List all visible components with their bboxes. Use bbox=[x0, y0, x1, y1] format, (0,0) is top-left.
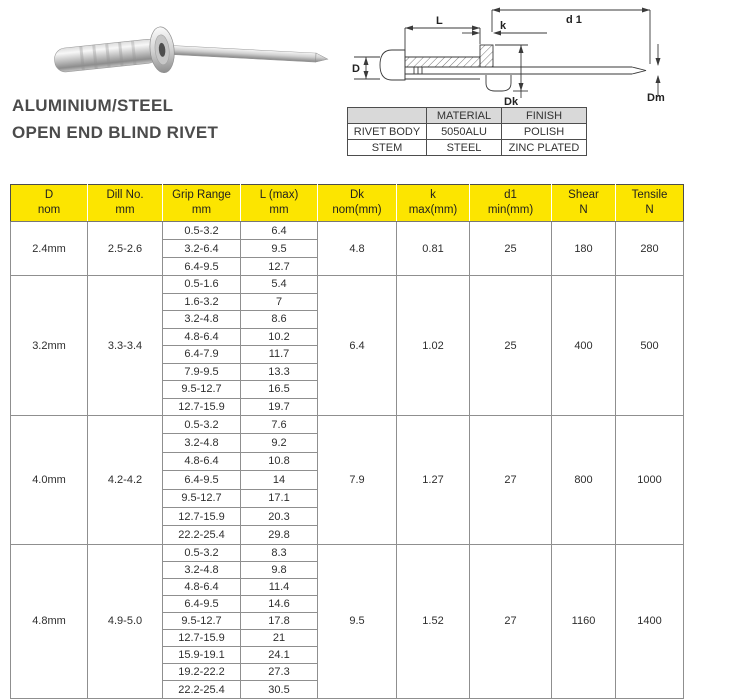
cell-l-max: 14 bbox=[241, 471, 318, 489]
spec-header-shear bbox=[552, 185, 616, 222]
cell-grip-range: 6.4-9.5 bbox=[163, 258, 241, 276]
cell-dill-no: 4.9-5.0 bbox=[88, 544, 163, 698]
cell-grip-range: 12.7-15.9 bbox=[163, 398, 241, 416]
header-line: Dill No. bbox=[106, 189, 144, 201]
cell-grip-range: 0.5-3.2 bbox=[163, 544, 241, 561]
cell-grip-range: 6.4-7.9 bbox=[163, 346, 241, 364]
cell-grip-range: 6.4-9.5 bbox=[163, 471, 241, 489]
cell-grip-range: 19.2-22.2 bbox=[163, 664, 241, 681]
cell-dill-no: 4.2-4.2 bbox=[88, 416, 163, 545]
spec-header-dill-no bbox=[88, 185, 163, 222]
header-line: Dk bbox=[349, 189, 365, 201]
header-line: L (max) bbox=[259, 189, 299, 201]
cell-l-max: 29.8 bbox=[241, 526, 318, 544]
header-line: N bbox=[645, 204, 654, 216]
spec-header-d1 bbox=[470, 185, 552, 222]
cell-l-max: 17.8 bbox=[241, 613, 318, 630]
cell-dk: 7.9 bbox=[318, 416, 397, 545]
cell-l-max: 21 bbox=[241, 630, 318, 647]
header-line: min(mm) bbox=[487, 204, 534, 216]
material-table bbox=[347, 107, 587, 156]
cell-grip-range: 4.8-6.4 bbox=[163, 578, 241, 595]
cell-dill-no: 2.5-2.6 bbox=[88, 222, 163, 276]
spec-header-grip-range bbox=[163, 185, 241, 222]
spec-table-body bbox=[11, 222, 684, 699]
spec-header-l-max bbox=[241, 185, 318, 222]
cell-shear: 800 bbox=[552, 416, 616, 545]
cell-d1: 27 bbox=[470, 416, 552, 545]
material-cell: STEEL bbox=[427, 140, 502, 156]
cell-grip-range: 12.7-15.9 bbox=[163, 507, 241, 525]
cell-l-max: 20.3 bbox=[241, 507, 318, 525]
rivet-mandrel bbox=[162, 45, 328, 63]
material-header-blank bbox=[348, 108, 427, 124]
cell-l-max: 7 bbox=[241, 293, 318, 311]
spec-header-dk bbox=[318, 185, 397, 222]
spec-header-d bbox=[11, 185, 88, 222]
material-cell: POLISH bbox=[502, 124, 587, 140]
cell-l-max: 8.6 bbox=[241, 311, 318, 329]
cell-l-max: 5.4 bbox=[241, 276, 318, 294]
material-header-finish: FINISH bbox=[502, 108, 587, 124]
cell-shear: 400 bbox=[552, 276, 616, 416]
cell-grip-range: 12.7-15.9 bbox=[163, 630, 241, 647]
header-line: nom(mm) bbox=[332, 204, 382, 216]
material-cell: ZINC PLATED bbox=[502, 140, 587, 156]
cell-grip-range: 0.5-3.2 bbox=[163, 222, 241, 240]
cell-k: 1.02 bbox=[397, 276, 470, 416]
cell-dk: 6.4 bbox=[318, 276, 397, 416]
material-cell: 5050ALU bbox=[427, 124, 502, 140]
cell-grip-range: 7.9-9.5 bbox=[163, 363, 241, 381]
header-line: mm bbox=[191, 204, 212, 216]
cell-l-max: 8.3 bbox=[241, 544, 318, 561]
table-row bbox=[11, 416, 684, 434]
product-title-line1: ALUMINIUM/STEEL bbox=[12, 96, 174, 115]
cell-l-max: 6.4 bbox=[241, 222, 318, 240]
cell-grip-range: 4.8-6.4 bbox=[163, 328, 241, 346]
dim-label-Dm: Dm bbox=[647, 92, 665, 104]
cell-k: 0.81 bbox=[397, 222, 470, 276]
cell-l-max: 10.8 bbox=[241, 452, 318, 470]
cell-k: 1.27 bbox=[397, 416, 470, 545]
header-line: max(mm) bbox=[408, 204, 458, 216]
cell-dill-no: 3.3-3.4 bbox=[88, 276, 163, 416]
dim-label-D: D bbox=[352, 63, 360, 75]
header-line: mm bbox=[115, 204, 135, 216]
table-row bbox=[11, 544, 684, 561]
cell-d1: 25 bbox=[470, 276, 552, 416]
cell-grip-range: 22.2-25.4 bbox=[163, 681, 241, 698]
header-line: d1 bbox=[504, 189, 517, 201]
header-line: Tensile bbox=[631, 189, 668, 201]
cell-grip-range: 9.5-12.7 bbox=[163, 381, 241, 399]
cell-l-max: 11.7 bbox=[241, 346, 318, 364]
cell-grip-range: 3.2-4.8 bbox=[163, 434, 241, 452]
material-row-stem bbox=[348, 140, 587, 156]
header-line: nom bbox=[37, 204, 61, 216]
cell-grip-range: 0.5-1.6 bbox=[163, 276, 241, 294]
cell-d-nom: 3.2mm bbox=[11, 276, 88, 416]
cell-l-max: 27.3 bbox=[241, 664, 318, 681]
cell-k: 1.52 bbox=[397, 544, 470, 698]
cell-l-max: 17.1 bbox=[241, 489, 318, 507]
cell-shear: 1160 bbox=[552, 544, 616, 698]
header-line: Grip Range bbox=[172, 189, 231, 201]
product-title bbox=[12, 92, 218, 146]
cell-grip-range: 9.5-12.7 bbox=[163, 613, 241, 630]
cell-tensile: 1400 bbox=[616, 544, 684, 698]
material-header-row bbox=[348, 108, 587, 124]
cell-l-max: 11.4 bbox=[241, 578, 318, 595]
material-row-rivet-body bbox=[348, 124, 587, 140]
spec-table bbox=[10, 184, 684, 699]
cell-l-max: 12.7 bbox=[241, 258, 318, 276]
cell-grip-range: 0.5-3.2 bbox=[163, 416, 241, 434]
cell-l-max: 9.5 bbox=[241, 240, 318, 258]
cell-grip-range: 3.2-4.8 bbox=[163, 561, 241, 578]
cell-l-max: 24.1 bbox=[241, 647, 318, 664]
material-header-material: MATERIAL bbox=[427, 108, 502, 124]
header-line: mm bbox=[269, 204, 289, 216]
cell-grip-range: 6.4-9.5 bbox=[163, 596, 241, 613]
dim-label-k: k bbox=[500, 20, 507, 32]
cell-l-max: 9.8 bbox=[241, 561, 318, 578]
dimension-arrowheads bbox=[364, 8, 661, 92]
cell-d-nom: 4.0mm bbox=[11, 416, 88, 545]
table-row bbox=[11, 222, 684, 240]
header-line: k bbox=[430, 189, 436, 201]
header-line: N bbox=[579, 204, 588, 216]
cell-grip-range: 4.8-6.4 bbox=[163, 452, 241, 470]
cell-l-max: 14.6 bbox=[241, 596, 318, 613]
material-cell: RIVET BODY bbox=[348, 124, 427, 140]
material-cell: STEM bbox=[348, 140, 427, 156]
dim-label-L: L bbox=[436, 15, 443, 27]
header-line: D bbox=[44, 189, 54, 201]
cell-grip-range: 15.9-19.1 bbox=[163, 647, 241, 664]
cell-d-nom: 4.8mm bbox=[11, 544, 88, 698]
rivet-photo bbox=[38, 16, 330, 94]
cell-dk: 9.5 bbox=[318, 544, 397, 698]
rivet-flange bbox=[148, 26, 177, 74]
cell-d-nom: 2.4mm bbox=[11, 222, 88, 276]
cell-l-max: 7.6 bbox=[241, 416, 318, 434]
cell-dk: 4.8 bbox=[318, 222, 397, 276]
cell-tensile: 1000 bbox=[616, 416, 684, 545]
cell-d1: 27 bbox=[470, 544, 552, 698]
cell-tensile: 280 bbox=[616, 222, 684, 276]
spec-header-row bbox=[11, 185, 684, 222]
cell-l-max: 10.2 bbox=[241, 328, 318, 346]
header-line: Shear bbox=[568, 189, 599, 201]
cell-grip-range: 1.6-3.2 bbox=[163, 293, 241, 311]
cell-grip-range: 22.2-25.4 bbox=[163, 526, 241, 544]
cell-d1: 25 bbox=[470, 222, 552, 276]
table-row bbox=[11, 276, 684, 294]
cell-grip-range: 3.2-4.8 bbox=[163, 311, 241, 329]
dim-label-Dk: Dk bbox=[504, 96, 519, 106]
spec-header-k bbox=[397, 185, 470, 222]
rivet-diagram bbox=[344, 2, 744, 106]
cell-l-max: 9.2 bbox=[241, 434, 318, 452]
cell-l-max: 13.3 bbox=[241, 363, 318, 381]
cell-grip-range: 3.2-6.4 bbox=[163, 240, 241, 258]
cell-l-max: 16.5 bbox=[241, 381, 318, 399]
cell-grip-range: 9.5-12.7 bbox=[163, 489, 241, 507]
dim-label-d1: d 1 bbox=[566, 14, 582, 26]
spec-header-tensile bbox=[616, 185, 684, 222]
product-title-line2: OPEN END BLIND RIVET bbox=[12, 123, 219, 142]
cell-shear: 180 bbox=[552, 222, 616, 276]
cell-tensile: 500 bbox=[616, 276, 684, 416]
cell-l-max: 30.5 bbox=[241, 681, 318, 698]
rivet-body bbox=[53, 38, 159, 73]
cell-l-max: 19.7 bbox=[241, 398, 318, 416]
